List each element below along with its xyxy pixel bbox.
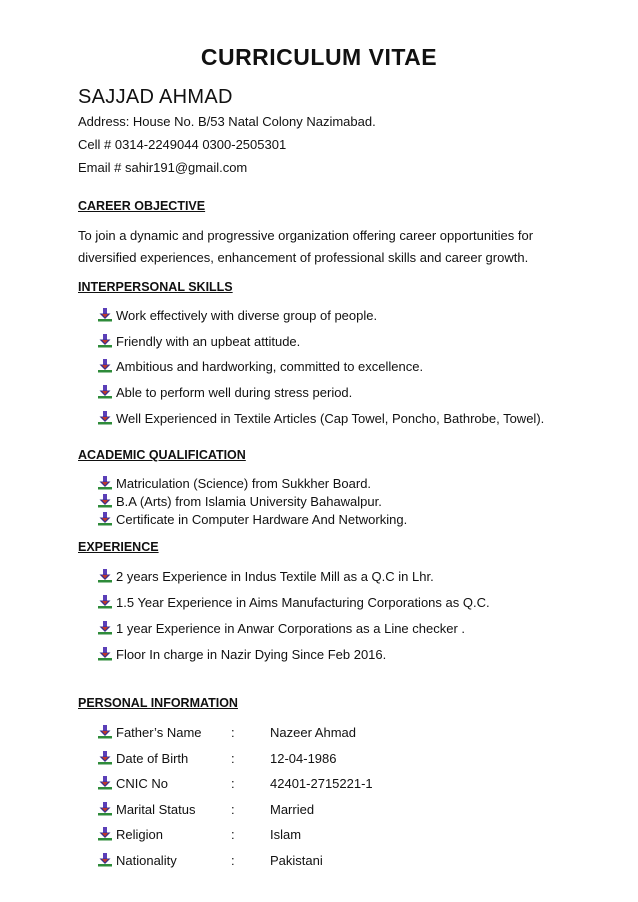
list-item: 1 year Experience in Anwar Corporations as a Line checker .: [98, 621, 465, 636]
career-objective-line: diversified experiences, enhancement of professional skills and career growth.: [78, 250, 529, 265]
personal-info-colon: :: [231, 776, 235, 791]
personal-info-colon: :: [231, 725, 235, 740]
personal-info-label: Father’s Name: [116, 725, 202, 740]
list-item: Ambitious and hardworking, committed to excellence.: [98, 359, 423, 374]
arrow-down-bullet-icon: [98, 751, 112, 765]
contact-address: Address: House No. B/53 Natal Colony Nazimabad.: [78, 114, 376, 129]
experience-heading: EXPERIENCE: [78, 540, 159, 554]
candidate-name: SAJJAD AHMAD: [78, 86, 233, 108]
list-item: Floor In charge in Nazir Dying Since Feb 2016.: [98, 647, 386, 662]
arrow-down-bullet-icon: [98, 827, 112, 841]
career-objective-text: [78, 225, 558, 269]
personal-info-value: Pakistani: [270, 853, 323, 868]
personal-info-colon: :: [231, 751, 235, 766]
arrow-down-bullet-icon: [98, 725, 112, 739]
list-item: Matriculation (Science) from Sukkher Board.: [98, 476, 371, 491]
contact-cell: Cell # 0314-2249044 0300-2505301: [78, 137, 287, 152]
interpersonal-skills-heading: INTERPERSONAL SKILLS: [78, 280, 233, 294]
document-title: CURRICULUM VITAE: [200, 44, 438, 70]
personal-info-value: 42401-2715221-1: [270, 776, 373, 791]
list-item: Well Experienced in Textile Articles (Cap Towel, Poncho, Bathrobe, Towel).: [98, 411, 544, 426]
arrow-down-bullet-icon: [98, 853, 112, 867]
arrow-down-bullet-icon: [98, 359, 112, 373]
list-item: Work effectively with diverse group of people.: [98, 308, 377, 323]
personal-info-colon: :: [231, 827, 235, 842]
arrow-down-bullet-icon: [98, 802, 112, 816]
academic-heading: ACADEMIC QUALIFICATION: [78, 448, 246, 462]
personal-info-label: Date of Birth: [116, 751, 189, 766]
list-item: 2 years Experience in Indus Textile Mill as a Q.C in Lhr.: [98, 569, 434, 584]
list-item: B.A (Arts) from Islamia University Bahawalpur.: [98, 494, 382, 509]
personal-info-colon: :: [231, 853, 235, 868]
arrow-down-bullet-icon: [98, 494, 112, 508]
arrow-down-bullet-icon: [98, 308, 112, 322]
personal-info-heading: PERSONAL INFORMATION: [78, 696, 238, 710]
personal-info-label: Marital Status: [116, 802, 196, 817]
arrow-down-bullet-icon: [98, 569, 112, 583]
personal-info-colon: :: [231, 802, 235, 817]
personal-info-label: CNIC No: [116, 776, 169, 791]
personal-info-label: Nationality: [116, 853, 177, 868]
contact-email: Email # sahir191@gmail.com: [78, 160, 248, 175]
arrow-down-bullet-icon: [98, 334, 112, 348]
list-item: Friendly with an upbeat attitude.: [98, 334, 300, 349]
personal-info-label: Religion: [116, 827, 163, 842]
personal-info-value: Nazeer Ahmad: [270, 725, 356, 740]
list-item: Certificate in Computer Hardware And Networking.: [98, 512, 407, 527]
personal-info-value: Islam: [270, 827, 302, 842]
arrow-down-bullet-icon: [98, 595, 112, 609]
arrow-down-bullet-icon: [98, 476, 112, 490]
personal-info-value: 12-04-1986: [270, 751, 337, 766]
arrow-down-bullet-icon: [98, 512, 112, 526]
arrow-down-bullet-icon: [98, 411, 112, 425]
arrow-down-bullet-icon: [98, 621, 112, 635]
personal-info-value: Married: [270, 802, 315, 817]
list-item: 1.5 Year Experience in Aims Manufacturing Corporations as Q.C.: [98, 595, 490, 610]
arrow-down-bullet-icon: [98, 776, 112, 790]
career-objective-heading: CAREER OBJECTIVE: [78, 199, 206, 213]
arrow-down-bullet-icon: [98, 385, 112, 399]
list-item: Able to perform well during stress period.: [98, 385, 352, 400]
career-objective-line: To join a dynamic and progressive organization offering career opportunities for: [78, 228, 534, 243]
arrow-down-bullet-icon: [98, 647, 112, 661]
